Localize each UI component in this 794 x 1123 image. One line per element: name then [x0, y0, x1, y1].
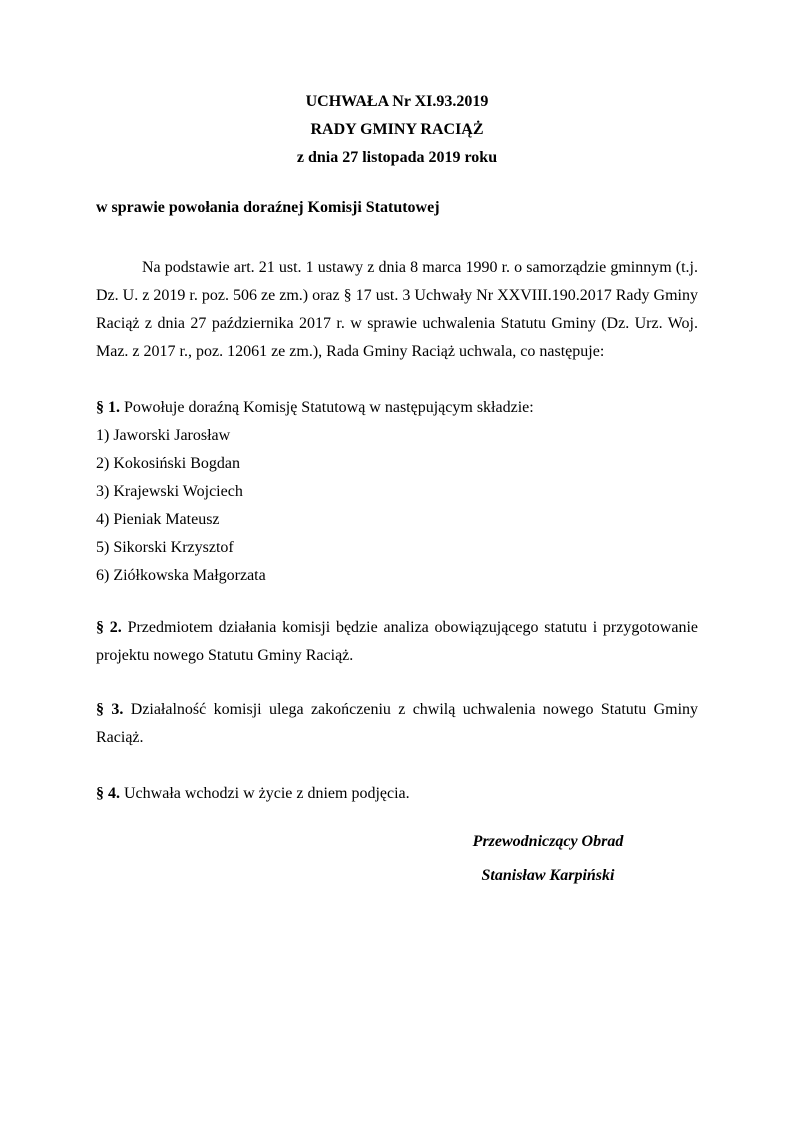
- section-1-text: Powołuje doraźną Komisję Statutową w następującym składzie:: [124, 399, 534, 416]
- section-2-text: Przedmiotem działania komisji będzie analiza obowiązującego statutu i przygotowanie projektu nowego Statutu Gminy Raciąż.: [96, 619, 699, 664]
- section-2: [96, 614, 698, 670]
- section-3-text: Działalność komisji ulega zakończeniu z chwilą uchwalenia nowego Statutu Gminy Raciąż.: [96, 701, 699, 746]
- member-item-6: 6) Ziółkowska Małgorzata: [96, 567, 266, 584]
- signature-name: Stanisław Karpiński: [481, 867, 615, 884]
- signature-role: Przewodniczący Obrad: [472, 833, 624, 850]
- preamble-paragraph: Na podstawie art. 21 ust. 1 ustawy z dnia 8 marca 1990 r. o samorządzie gminnym (t.j. Dz. U. z 2019 r. poz. 506 ze zm.) oraz § 17 ust. 3 Uchwały Nr XXVIII.190.2017 Rady Gminy Raciąż z dnia 27 października 2017 r. w sprawie uchwalenia Statutu Gminy (Dz. Urz. Woj. Maz. z 2017 r., poz. 12061 ze zm.), Rada Gminy Raciąż uchwala, co następuje:: [96, 259, 698, 360]
- section-4-number: § 4.: [96, 785, 120, 802]
- section-3-number: § 3.: [96, 701, 124, 718]
- section-1-number: § 1.: [96, 399, 120, 416]
- members-list: [96, 422, 698, 590]
- council-name: RADY GMINY RACIĄŻ: [310, 121, 484, 138]
- section-4-text: Uchwała wchodzi w życie z dniem podjęcia.: [124, 785, 410, 802]
- section-2-number: § 2.: [96, 619, 122, 636]
- member-item-2: 2) Kokosiński Bogdan: [96, 455, 240, 472]
- subject-line: w sprawie powołania doraźnej Komisji Statutowej: [96, 199, 440, 216]
- member-item-4: 4) Pieniak Mateusz: [96, 511, 220, 528]
- resolution-date: z dnia 27 listopada 2019 roku: [296, 149, 498, 166]
- member-item-5: 5) Sikorski Krzysztof: [96, 539, 234, 556]
- section-3: [96, 696, 698, 752]
- signature-block: [398, 828, 698, 890]
- section-4: [96, 780, 698, 808]
- member-item-1: 1) Jaworski Jarosław: [96, 427, 231, 444]
- section-1: [96, 394, 698, 422]
- document-header: [96, 88, 698, 172]
- resolution-number: UCHWAŁA Nr XI.93.2019: [305, 93, 489, 110]
- member-item-3: 3) Krajewski Wojciech: [96, 483, 243, 500]
